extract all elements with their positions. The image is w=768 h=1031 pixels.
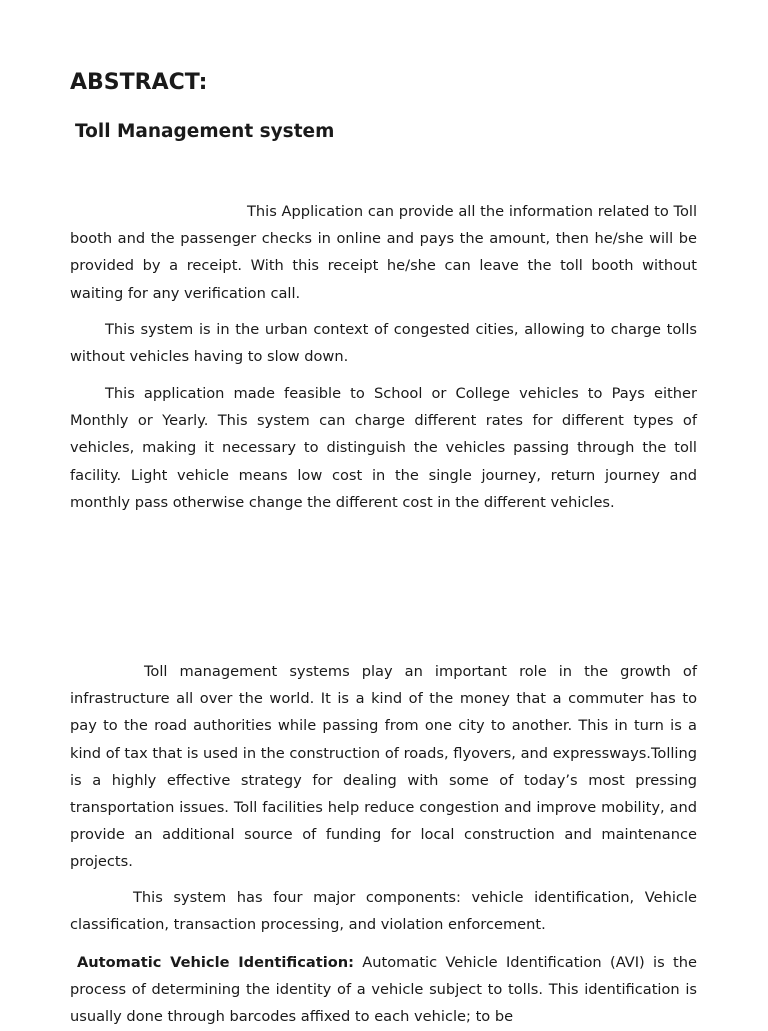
paragraph-application-info: This Application can provide all the information related to Toll booth and the passenger checks in online and pays the amount, then he/she will be provided by a receipt. With this receipt he/she can leave the toll booth without waiting for any verification call. bbox=[70, 203, 697, 302]
paragraph-avi bbox=[70, 949, 697, 1031]
document-title: Toll Management system bbox=[75, 121, 335, 142]
paragraph-major-components: This system has four major components: vehicle identification, Vehicle classification, transaction processing, and violation enforcement. bbox=[70, 889, 697, 934]
abstract-heading: ABSTRACT: bbox=[70, 70, 208, 95]
paragraph-school-vehicles: This application made feasible to School or College vehicles to Pays either Monthly or Yearly. This system can charge different rates for different types of vehicles, making it necessary to distinguish the vehicles passing through the toll facility. Light vehicle means low cost in the single journey, return journey and monthly pass otherwise change the different cost in the different vehicles. bbox=[70, 385, 697, 511]
paragraph-urban-context: This system is in the urban context of congested cities, allowing to charge tolls without vehicles having to slow down. bbox=[70, 321, 697, 366]
avi-description: Automatic Vehicle Identification (AVI) is the process of determining the identity of a vehicle subject to tolls. This identification is usually done through barcodes affixed to each vehicle; to be bbox=[70, 954, 697, 1026]
paragraph-toll-systems-overview: Toll management systems play an important role in the growth of infrastructure all over the world. It is a kind of the money that a commuter has to pay to the road authorities while passing from one city to another. This in turn is a kind of tax that is used in the construction of roads, flyovers, and expressways.Tolling is a highly effective strategy for dealing with some of today’s most pressing transportation issues. Toll facilities help reduce congestion and improve mobility, and provide an additional source of funding for local construction and maintenance projects. bbox=[70, 663, 697, 871]
avi-lead-term: Automatic Vehicle Identification: bbox=[77, 954, 354, 971]
